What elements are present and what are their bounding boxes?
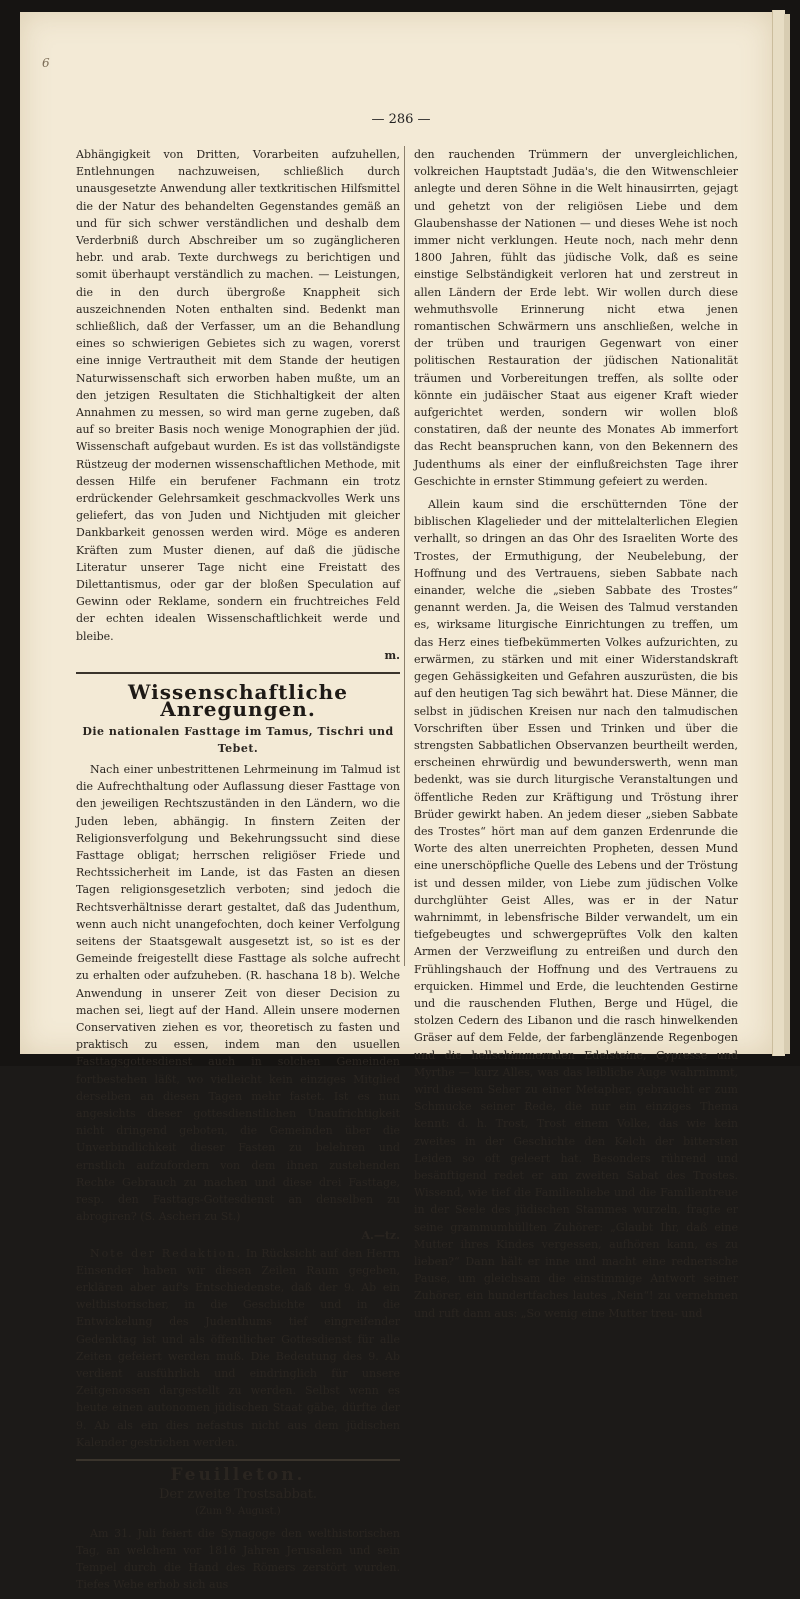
- intro-paragraph: Abhängigkeit von Dritten, Vorarbeiten aufzuhellen, Entlehnungen nachzuweisen, schließlich durch unausgesetzte Anwendung aller textkritischen Hilfsmittel die der Natur des behandelten Gegenstandes gemäß an und für sich schwer verständlichen und deshalb dem Verderbniß durch Abschreiber um so zugänglicheren hebr. und arab. Texte durchwegs zu berichtigen und somit überhaupt verständlich zu machen. — Leistungen, die in den durch übergroße Knappheit sich auszeichnenden Noten enthalten sind. Bedenkt man schließlich, daß der Verfasser, um an die Behandlung eines so schwierigen Gebietes sich zu wagen, vorerst eine innige Vertrautheit mit dem Stande der heutigen Naturwissenschaft sich erworben haben mußte, um an den jetzigen Resultaten die Stichhaltigkeit der alten Annahmen zu messen, so wird man gerne zugeben, daß auf so breiter Basis noch wenige Monographien der jüd. Wissenschaft aufgebaut wurden. Es ist das vollständigste Rüstzeug der modernen wissenschaftlichen Methode, mit dessen Hilfe ein berufener Fachmann ein trotz erdrückender Gelehrsamkeit geschmackvolles Werk uns geliefert, das von Juden und Nichtjuden mit gleicher Dankbarkeit genossen werden wird. Möge es anderen Kräften zum Muster dienen, auf daß die jüdische Literatur unserer Tage nicht eine Freistatt des Dilettantismus, oder gar der bloßen Speculation auf Gewinn oder Reklame, sondern ein fruchtreiches Feld der echten idealen Wissenschaftlichkeit werde und bleibe.: [76, 148, 400, 643]
- feuilleton-subtitle: Der zweite Trostsabbat.: [158, 1487, 318, 1503]
- right-column: [414, 146, 738, 1328]
- note-label: Note der Redaktion.: [90, 1246, 242, 1260]
- feuilleton-title: Feuilleton.: [170, 1465, 306, 1486]
- intro-signature: m.: [384, 648, 400, 662]
- feuilleton-paragraph: Am 31. Juli feiert die Synagoge den welthistorischen Tag, an welchem vor 1816 Jahren Jerusalem und sein Tempel durch die Hand des Römers zerstört wurden. Tiefes Wehe erhob sich aus: [76, 1526, 400, 1592]
- right-paragraph-1: den rauchenden Trümmern der unvergleichlichen, volkreichen Hauptstadt Judäa's, die den Witwenschleier anlegte und deren Söhne in die Welt hinausirrten, gejagt und gehetzt von der religiösen Liebe und dem Glaubenshasse der Nationen — und dieses Wehe ist noch immer nicht verklungen. Heute noch, nach mehr denn 1800 Jahren, fühlt das jüdische Volk, daß es seine einstige Selbständigkeit verloren hat und zerstreut in allen Ländern der Erde lebt. Wir wollen durch diese wehmuthsvolle Erinnerung nicht etwa jenen romantischen Schwärmern uns anschließen, welche in der trüben und traurigen Gegenwart von einer politischen Restauration der jüdischen Nationalität träumen und Vorbereitungen treffen, als sollte oder könnte ein judäischer Staat aus eigener Kraft wieder aufgerichtet werden, sondern wir wollen bloß constatiren, daß der neunte des Monates Ab immerfort das Recht beanspruchen kann, von den Bekennern des Judenthums als einer der einflußreichsten Tage ihrer Geschichte in ernster Stimmung gefeiert zu werden.: [414, 148, 738, 488]
- page-number: — 286 —: [371, 112, 431, 127]
- left-column: [76, 146, 400, 1599]
- note-text: In Rücksicht auf den Herrn Einsender haben wir diesen Zeilen Raum gegeben, erklären aber auf's Entschiedenste, daß der 9. Ab ein welthistorischer, in die Geschichte und in die Entwickelung des Judenthums tief eingreifender Gedenktag ist und als öffentlicher Gottesdienst für alle Zeiten gefeiert werden muß. Die Bedeutung des 9. Ab verdient ausführlich und eindringlich für unsere Zeitgenossen dargestellt zu werden. Selbst wenn es heute einen autonomen jüdischen Staat gäbe, dürfte der 9. Ab als ein dies nefastus nicht aus dem jüdischen Kalender gestrichen werden.: [76, 1246, 400, 1449]
- feuilleton-rule: [76, 1459, 400, 1461]
- section-paragraph: Nach einer unbestrittenen Lehrmeinung im Talmud ist die Aufrechthaltung oder Auflassung dieser Fasttage von den jeweiligen Rechtszuständen in den Ländern, wo die Juden leben, abhängig. In finstern Zeiten der Religionsverfolgung und Bekehrungssucht sind diese Fasttage obligat; herrschen religiöser Friede und Rechtssicherheit im Lande, ist das Fasten an diesen Tagen religionsgesetzlich verboten; sind jedoch die Rechtsverhältnisse derart gestaltet, daß das Judenthum, wenn auch nicht unangefochten, doch keiner Verfolgung seitens der Staatsgewalt ausgesetzt ist, so ist es der Gemeinde freigestellt diese Fasttage als solche aufrecht zu erhalten oder aufzuheben. (R. haschana 18 b). Welche Anwendung in unserer Zeit von dieser Decision zu machen sei, liegt auf der Hand. Allein unsere modernen Conservativen ziehen es vor, theoretisch zu fasten und praktisch zu essen, indem man den usuellen Fasttagsgottesdienst auch in solchen Gemeinden fortbestehen läßt, wo vielleicht kein einziges Mitglied derselben an diesen Tagen mehr fastet. Ist es nun angesichts dieser gottesdienstlichen Unaufrichtigkeit nicht dringend geboten, die Gemeinden über die Unverbindlichkeit dieser Fasten zu belehren und ernstlich aufzufordern von dem ihnen zustehenden Rechte Gebrauch zu machen und diese drei Fasttage, resp. den Fasttags-Gottesdienst an denselben zu abrogiren? (S. Ascheri zu St.): [76, 762, 400, 1224]
- section-subtitle: Die nationalen Fasttage im Tamus, Tischri und Tebet.: [82, 724, 394, 755]
- section-signature: A.—tz.: [361, 1229, 400, 1243]
- feuilleton-date: (Zum 9. August.): [195, 1506, 281, 1518]
- right-paragraph-2: Allein kaum sind die erschütternden Töne der biblischen Klagelieder und der mittelalterlichen Elegien verhallt, so dringen an das Ohr des Israeliten Worte des Trostes, der Ermuthigung, der Neubelebung, der Hoffnung und des Vertrauens, sieben Sabbate nach einander, welche die „sieben Sabbate des Trostes“ genannt werden. Ja, die Weisen des Talmud verstanden es, wirksame liturgische Einrichtungen zu treffen, um das Herz eines tiefbekümmerten Volkes aufzurichten, zu erwärmen, zu stärken und mit einer Widerstandskraft gegen Gehässigkeiten und Gefahren auszurüsten, die bis auf den heutigen Tag sich bewährt hat. Diese Männer, die selbst in jüdischen Kreisen nur nach den talmudischen Vorschriften über Essen und Trinken und über die strengsten Sabbatlichen Observanzen beurtheilt werden, erscheinen ehrwürdig und bewunderswerth, wenn man bedenkt, was sie durch liturgische Veranstaltungen und öffentliche Reden zur Kräftigung und Tröstung ihrer Brüder gewirkt haben. An jedem dieser „sieben Sabbate des Trostes“ hört man auf dem ganzen Erdenrunde die Worte des alten unerreichten Propheten, dessen Mund eine unerschöpfliche Quelle des Lebens und der Tröstung ist und dessen milder, von Liebe zum jüdischen Volke durchglühter Geist Alles, was er in der Natur wahrnimmt, in lebensfrische Bilder verwandelt, um ein tiefgebeugtes und schwergeprüftes Volk den kalten Armen der Verzweiflung zu entreißen und durch den Frühlingshauch der Hoffnung und des Vertrauens zu erquicken. Himmel und Erde, die leuchtenden Gestirne und die rauschenden Fluthen, Berge und Hügel, die stolzen Cedern des Libanon und die rasch hinwelkenden Gräser auf dem Felde, der farbenglänzende Regenbogen und die hellschimmernden Edelsteine, Cypresse und Myrthe — kurz Alles, was das leibliche Auge wahrnimmt, wird diesem Seher zu einer Metapher, gebraucht er zum Schmucke seiner Rede, die nur ein einziges Thema kennt: d. h. Trost, Trost einem Volke, das wie kein zweites in der Geschichte den Kelch der bittersten Leiden so oft geleert hat. Besonders rührend und besänftigend redet er am zweiten Sabat des Trostes. Wissend, wie tief die Familienliebe und die Familientreue in der Seele des jüdischen Stammes wurzeln, fragte er seine grammumhüllten Zuhörer: „Glaubt Ihr, daß eine Mutter ihres Kindes vergessen, aufhören kann, es zu lieben?“ Dann hält er inne und macht eine rednerische Pause, um gleichsam die einstimmige Antwort seiner Zuhörer, ein hundertfaches lautes „Nein“! zu vernehmen und ruft dann aus: „So wenig eine Mutter treu- und: [414, 498, 738, 1320]
- section-rule: [76, 672, 400, 674]
- section-title: Wissenschaftliche Anregungen.: [128, 680, 348, 722]
- editorial-note: [76, 1245, 400, 1451]
- column-divider: [404, 146, 405, 966]
- corner-mark: 6: [42, 56, 50, 70]
- page-edge-back: [784, 14, 790, 1054]
